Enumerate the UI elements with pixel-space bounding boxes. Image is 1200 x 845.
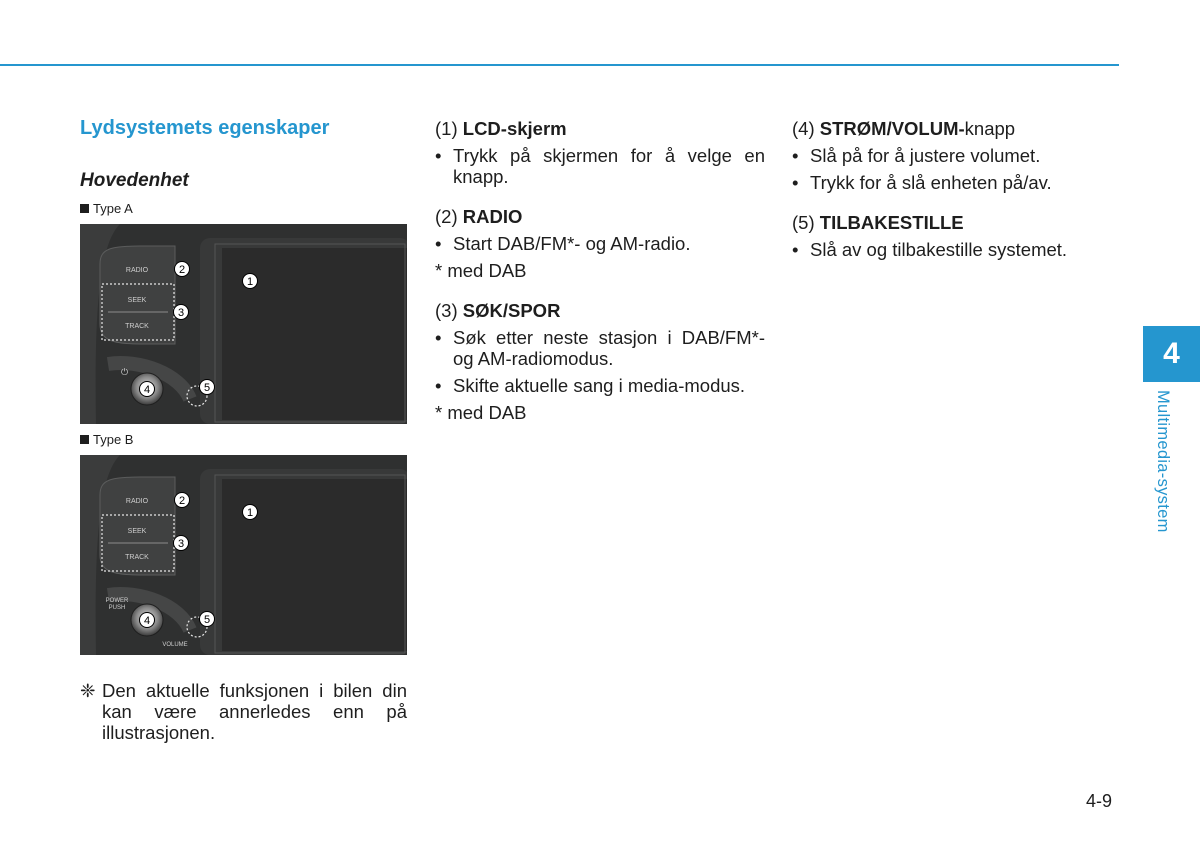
type-b-label	[80, 432, 133, 447]
note-text: Den aktuelle funksjonen i bilen din kan være annerledes enn på illustrasjonen.	[102, 680, 407, 743]
type-a-text: Type A	[93, 201, 133, 216]
power-label: POWER	[105, 598, 129, 604]
item-radio	[435, 206, 765, 281]
head-unit-illustration-type-b	[80, 455, 407, 655]
list-item: • Skifte aktuelle sang i media-modus.	[435, 375, 746, 396]
item-seek	[435, 300, 765, 423]
page-number: 4-9	[1086, 791, 1113, 811]
section-title: Lydsystemets egenskaper	[80, 117, 330, 139]
callout-5: 5	[203, 614, 211, 626]
type-b-text: Type B	[93, 432, 134, 447]
item-title: LCD-skjerm	[462, 118, 567, 139]
volume-label: VOLUME	[162, 642, 188, 648]
square-bullet-icon	[80, 204, 89, 213]
callout-4: 4	[143, 384, 151, 396]
callout-2: 2	[178, 264, 186, 276]
item-heading	[792, 212, 1122, 233]
item-heading	[435, 300, 765, 321]
callout-1: 1	[246, 507, 254, 519]
footnote: * med DAB	[435, 402, 527, 423]
head-unit-illustration-type-a	[80, 224, 407, 424]
item-number: (2)	[435, 206, 458, 227]
item-title: STRØM/VOLUM-	[819, 118, 965, 139]
item-title: SØK/SPOR	[462, 300, 561, 321]
list-item: • Trykk for å slå enheten på/av.	[792, 172, 1052, 193]
power-icon: ⏻	[121, 368, 129, 378]
item-number: (3)	[435, 300, 458, 321]
panel-a-radio-label: RADIO	[125, 267, 149, 274]
panel-a-track-label: TRACK	[125, 323, 149, 330]
item-heading	[792, 118, 1122, 139]
list-item: • Trykk på skjermen for å velge en knapp.	[435, 145, 765, 187]
panel-b-track-label: TRACK	[125, 554, 149, 561]
footnote: * med DAB	[435, 260, 527, 281]
list-item: • Start DAB/FM*- og AM-radio.	[435, 233, 691, 254]
callout-3: 3	[177, 307, 185, 319]
item-heading	[435, 206, 765, 227]
list-item: • Søk etter neste stasjon i DAB/FM*- og AM-radiomodus.	[435, 327, 765, 369]
callout-1: 1	[246, 276, 254, 288]
item-number: (5)	[792, 212, 815, 233]
panel-b-radio-label: RADIO	[125, 498, 149, 505]
header-rule	[0, 64, 1119, 66]
item-number: (1)	[435, 118, 458, 139]
sub-title: Hovedenhet	[80, 170, 189, 191]
illustration-note	[80, 680, 407, 743]
callout-3: 3	[177, 538, 185, 550]
item-reset	[792, 212, 1122, 260]
type-a-label	[80, 201, 133, 216]
chapter-tab: 4	[1143, 326, 1200, 382]
chapter-name: Multimedia-system	[1154, 390, 1172, 533]
panel-a-seek-label: SEEK	[127, 297, 147, 304]
note-symbol: ❈	[80, 680, 96, 701]
callout-4: 4	[143, 615, 151, 627]
item-heading	[435, 118, 765, 139]
item-title: RADIO	[462, 206, 523, 227]
item-lcd	[435, 118, 765, 187]
panel-b-seek-label: SEEK	[127, 528, 147, 535]
feature-column-middle	[435, 118, 765, 442]
item-power-volume	[792, 118, 1122, 193]
list-item: • Slå av og tilbakestille systemet.	[792, 239, 1068, 260]
callout-2: 2	[178, 495, 186, 507]
callout-5: 5	[203, 382, 211, 394]
push-label: PUSH	[108, 605, 126, 611]
square-bullet-icon	[80, 435, 89, 444]
list-item: • Slå på for å justere volumet.	[792, 145, 1041, 166]
item-title: TILBAKESTILLE	[819, 212, 964, 233]
item-number: (4)	[792, 118, 815, 139]
item-title-suffix: knapp	[964, 118, 1016, 139]
feature-column-right	[792, 118, 1122, 279]
